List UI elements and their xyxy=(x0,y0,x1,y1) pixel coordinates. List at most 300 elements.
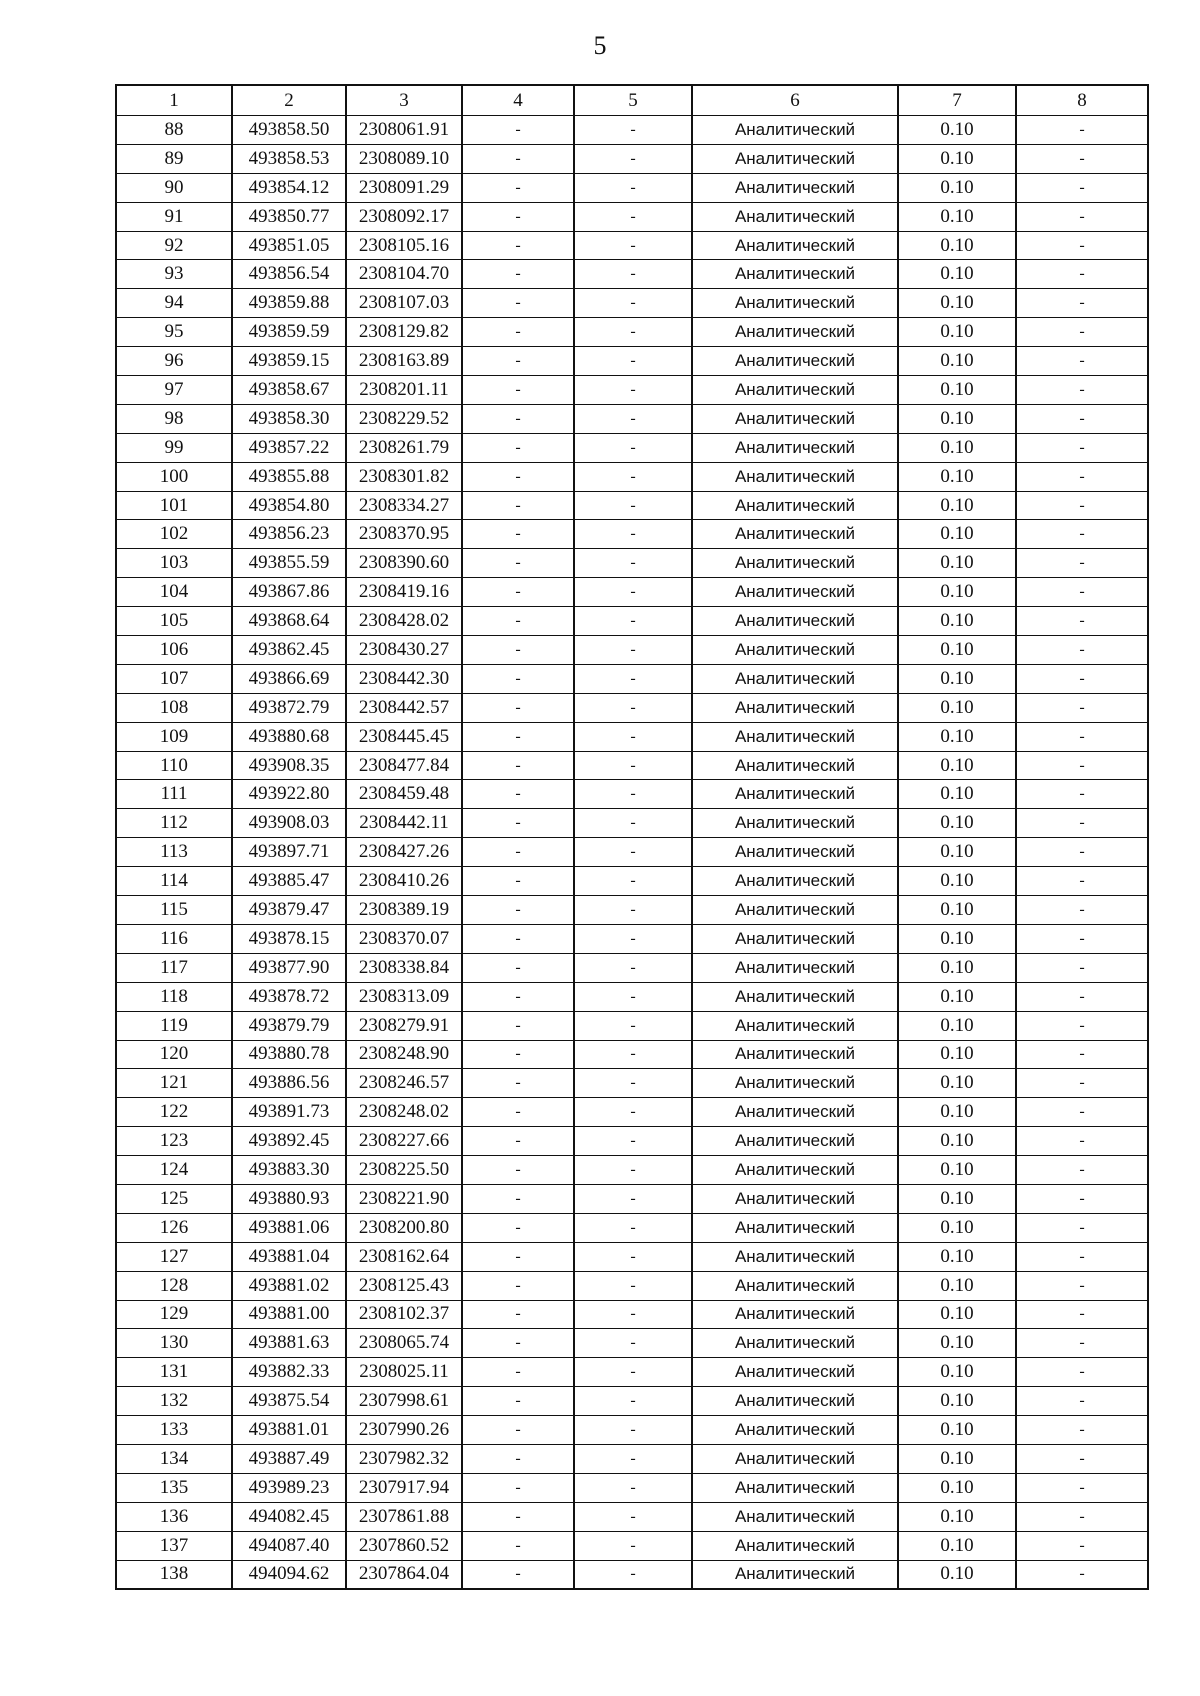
method-cell: Аналитический xyxy=(692,809,898,838)
point-number-cell: 116 xyxy=(116,924,232,953)
y-coordinate-cell: 2308089.10 xyxy=(346,144,462,173)
point-number-cell: 135 xyxy=(116,1473,232,1502)
y-coordinate-cell: 2307998.61 xyxy=(346,1387,462,1416)
point-number-cell: 126 xyxy=(116,1213,232,1242)
column-5-cell: - xyxy=(574,1011,692,1040)
accuracy-cell: 0.10 xyxy=(898,549,1016,578)
accuracy-cell: 0.10 xyxy=(898,173,1016,202)
column-header: 7 xyxy=(898,85,1016,116)
method-cell: Аналитический xyxy=(692,578,898,607)
point-number-cell: 90 xyxy=(116,173,232,202)
method-cell: Аналитический xyxy=(692,347,898,376)
x-coordinate-cell: 493897.71 xyxy=(232,838,346,867)
x-coordinate-cell: 493882.33 xyxy=(232,1358,346,1387)
method-cell: Аналитический xyxy=(692,1358,898,1387)
column-4-cell: - xyxy=(462,1127,574,1156)
y-coordinate-cell: 2308225.50 xyxy=(346,1156,462,1185)
method-cell: Аналитический xyxy=(692,1213,898,1242)
x-coordinate-cell: 493881.02 xyxy=(232,1271,346,1300)
method-cell: Аналитический xyxy=(692,780,898,809)
column-4-cell: - xyxy=(462,231,574,260)
column-5-cell: - xyxy=(574,1416,692,1445)
column-8-cell: - xyxy=(1016,318,1148,347)
x-coordinate-cell: 493885.47 xyxy=(232,867,346,896)
method-cell: Аналитический xyxy=(692,867,898,896)
column-8-cell: - xyxy=(1016,116,1148,145)
method-cell: Аналитический xyxy=(692,1271,898,1300)
column-5-cell: - xyxy=(574,202,692,231)
column-5-cell: - xyxy=(574,751,692,780)
y-coordinate-cell: 2308442.57 xyxy=(346,693,462,722)
column-8-cell: - xyxy=(1016,347,1148,376)
y-coordinate-cell: 2308442.11 xyxy=(346,809,462,838)
column-8-cell: - xyxy=(1016,376,1148,405)
x-coordinate-cell: 493878.15 xyxy=(232,924,346,953)
table-body xyxy=(116,116,1148,1590)
column-4-cell: - xyxy=(462,636,574,665)
column-4-cell: - xyxy=(462,1560,574,1589)
column-header: 1 xyxy=(116,85,232,116)
y-coordinate-cell: 2308334.27 xyxy=(346,491,462,520)
table-row xyxy=(116,173,1148,202)
column-5-cell: - xyxy=(574,404,692,433)
point-number-cell: 130 xyxy=(116,1329,232,1358)
accuracy-cell: 0.10 xyxy=(898,231,1016,260)
x-coordinate-cell: 493881.01 xyxy=(232,1416,346,1445)
x-coordinate-cell: 493881.04 xyxy=(232,1242,346,1271)
x-coordinate-cell: 493879.47 xyxy=(232,896,346,925)
table-row xyxy=(116,202,1148,231)
x-coordinate-cell: 493858.53 xyxy=(232,144,346,173)
accuracy-cell: 0.10 xyxy=(898,578,1016,607)
x-coordinate-cell: 493881.06 xyxy=(232,1213,346,1242)
point-number-cell: 127 xyxy=(116,1242,232,1271)
accuracy-cell: 0.10 xyxy=(898,520,1016,549)
point-number-cell: 91 xyxy=(116,202,232,231)
column-5-cell: - xyxy=(574,1358,692,1387)
column-4-cell: - xyxy=(462,838,574,867)
column-4-cell: - xyxy=(462,116,574,145)
accuracy-cell: 0.10 xyxy=(898,1184,1016,1213)
column-8-cell: - xyxy=(1016,693,1148,722)
column-4-cell: - xyxy=(462,1358,574,1387)
table-row xyxy=(116,1387,1148,1416)
column-4-cell: - xyxy=(462,1473,574,1502)
method-cell: Аналитический xyxy=(692,1242,898,1271)
column-4-cell: - xyxy=(462,1387,574,1416)
table-row xyxy=(116,1502,1148,1531)
accuracy-cell: 0.10 xyxy=(898,1416,1016,1445)
y-coordinate-cell: 2308428.02 xyxy=(346,607,462,636)
point-number-cell: 136 xyxy=(116,1502,232,1531)
method-cell: Аналитический xyxy=(692,1387,898,1416)
x-coordinate-cell: 493855.88 xyxy=(232,462,346,491)
accuracy-cell: 0.10 xyxy=(898,318,1016,347)
y-coordinate-cell: 2308025.11 xyxy=(346,1358,462,1387)
point-number-cell: 100 xyxy=(116,462,232,491)
table-row xyxy=(116,1040,1148,1069)
page-number: 5 xyxy=(593,31,607,60)
method-cell: Аналитический xyxy=(692,260,898,289)
column-4-cell: - xyxy=(462,1040,574,1069)
x-coordinate-cell: 493886.56 xyxy=(232,1069,346,1098)
column-8-cell: - xyxy=(1016,636,1148,665)
table-row xyxy=(116,1473,1148,1502)
column-header: 6 xyxy=(692,85,898,116)
coordinates-table xyxy=(115,84,1149,1590)
table-row xyxy=(116,1416,1148,1445)
method-cell: Аналитический xyxy=(692,404,898,433)
accuracy-cell: 0.10 xyxy=(898,982,1016,1011)
column-5-cell: - xyxy=(574,1127,692,1156)
method-cell: Аналитический xyxy=(692,231,898,260)
table-row xyxy=(116,1184,1148,1213)
table-row xyxy=(116,896,1148,925)
column-8-cell: - xyxy=(1016,1329,1148,1358)
column-header: 5 xyxy=(574,85,692,116)
accuracy-cell: 0.10 xyxy=(898,1358,1016,1387)
column-5-cell: - xyxy=(574,982,692,1011)
column-4-cell: - xyxy=(462,1011,574,1040)
point-number-cell: 92 xyxy=(116,231,232,260)
method-cell: Аналитический xyxy=(692,1011,898,1040)
accuracy-cell: 0.10 xyxy=(898,1156,1016,1185)
column-8-cell: - xyxy=(1016,144,1148,173)
table-row xyxy=(116,116,1148,145)
column-4-cell: - xyxy=(462,1329,574,1358)
column-8-cell: - xyxy=(1016,896,1148,925)
method-cell: Аналитический xyxy=(692,549,898,578)
column-8-cell: - xyxy=(1016,1531,1148,1560)
x-coordinate-cell: 493866.69 xyxy=(232,664,346,693)
column-4-cell: - xyxy=(462,1416,574,1445)
table-row xyxy=(116,722,1148,751)
y-coordinate-cell: 2308091.29 xyxy=(346,173,462,202)
x-coordinate-cell: 493857.22 xyxy=(232,433,346,462)
column-4-cell: - xyxy=(462,433,574,462)
column-8-cell: - xyxy=(1016,578,1148,607)
table-row xyxy=(116,578,1148,607)
method-cell: Аналитический xyxy=(692,1069,898,1098)
column-5-cell: - xyxy=(574,1271,692,1300)
x-coordinate-cell: 493858.50 xyxy=(232,116,346,145)
x-coordinate-cell: 493908.03 xyxy=(232,809,346,838)
column-4-cell: - xyxy=(462,289,574,318)
table-row xyxy=(116,376,1148,405)
column-4-cell: - xyxy=(462,318,574,347)
column-5-cell: - xyxy=(574,1069,692,1098)
x-coordinate-cell: 493856.54 xyxy=(232,260,346,289)
point-number-cell: 123 xyxy=(116,1127,232,1156)
column-8-cell: - xyxy=(1016,1040,1148,1069)
column-4-cell: - xyxy=(462,404,574,433)
column-8-cell: - xyxy=(1016,1387,1148,1416)
column-8-cell: - xyxy=(1016,1271,1148,1300)
column-8-cell: - xyxy=(1016,1416,1148,1445)
column-8-cell: - xyxy=(1016,1156,1148,1185)
x-coordinate-cell: 493878.72 xyxy=(232,982,346,1011)
method-cell: Аналитический xyxy=(692,693,898,722)
method-cell: Аналитический xyxy=(692,1416,898,1445)
point-number-cell: 109 xyxy=(116,722,232,751)
y-coordinate-cell: 2308246.57 xyxy=(346,1069,462,1098)
method-cell: Аналитический xyxy=(692,1184,898,1213)
y-coordinate-cell: 2308107.03 xyxy=(346,289,462,318)
column-5-cell: - xyxy=(574,144,692,173)
column-8-cell: - xyxy=(1016,1011,1148,1040)
accuracy-cell: 0.10 xyxy=(898,722,1016,751)
point-number-cell: 106 xyxy=(116,636,232,665)
point-number-cell: 108 xyxy=(116,693,232,722)
table-row xyxy=(116,867,1148,896)
table-row xyxy=(116,809,1148,838)
column-4-cell: - xyxy=(462,896,574,925)
table-row xyxy=(116,462,1148,491)
point-number-cell: 119 xyxy=(116,1011,232,1040)
column-8-cell: - xyxy=(1016,260,1148,289)
accuracy-cell: 0.10 xyxy=(898,289,1016,318)
column-8-cell: - xyxy=(1016,809,1148,838)
method-cell: Аналитический xyxy=(692,636,898,665)
accuracy-cell: 0.10 xyxy=(898,1242,1016,1271)
x-coordinate-cell: 493881.63 xyxy=(232,1329,346,1358)
column-4-cell: - xyxy=(462,1069,574,1098)
column-5-cell: - xyxy=(574,578,692,607)
x-coordinate-cell: 493854.12 xyxy=(232,173,346,202)
y-coordinate-cell: 2308221.90 xyxy=(346,1184,462,1213)
column-4-cell: - xyxy=(462,867,574,896)
column-5-cell: - xyxy=(574,607,692,636)
column-header: 2 xyxy=(232,85,346,116)
column-4-cell: - xyxy=(462,144,574,173)
y-coordinate-cell: 2308129.82 xyxy=(346,318,462,347)
x-coordinate-cell: 493880.93 xyxy=(232,1184,346,1213)
x-coordinate-cell: 493881.00 xyxy=(232,1300,346,1329)
header-row xyxy=(116,85,1148,116)
accuracy-cell: 0.10 xyxy=(898,260,1016,289)
column-8-cell: - xyxy=(1016,1473,1148,1502)
point-number-cell: 117 xyxy=(116,953,232,982)
column-8-cell: - xyxy=(1016,1358,1148,1387)
column-5-cell: - xyxy=(574,1473,692,1502)
x-coordinate-cell: 493868.64 xyxy=(232,607,346,636)
method-cell: Аналитический xyxy=(692,751,898,780)
column-4-cell: - xyxy=(462,376,574,405)
y-coordinate-cell: 2308104.70 xyxy=(346,260,462,289)
column-4-cell: - xyxy=(462,924,574,953)
method-cell: Аналитический xyxy=(692,1127,898,1156)
point-number-cell: 128 xyxy=(116,1271,232,1300)
column-5-cell: - xyxy=(574,693,692,722)
x-coordinate-cell: 493891.73 xyxy=(232,1098,346,1127)
column-5-cell: - xyxy=(574,462,692,491)
column-5-cell: - xyxy=(574,549,692,578)
x-coordinate-cell: 493867.86 xyxy=(232,578,346,607)
column-5-cell: - xyxy=(574,722,692,751)
y-coordinate-cell: 2308477.84 xyxy=(346,751,462,780)
accuracy-cell: 0.10 xyxy=(898,1502,1016,1531)
method-cell: Аналитический xyxy=(692,1560,898,1589)
column-4-cell: - xyxy=(462,1531,574,1560)
column-4-cell: - xyxy=(462,1271,574,1300)
accuracy-cell: 0.10 xyxy=(898,809,1016,838)
accuracy-cell: 0.10 xyxy=(898,607,1016,636)
table-row xyxy=(116,549,1148,578)
table-row xyxy=(116,1300,1148,1329)
y-coordinate-cell: 2307861.88 xyxy=(346,1502,462,1531)
column-8-cell: - xyxy=(1016,1502,1148,1531)
column-4-cell: - xyxy=(462,1300,574,1329)
column-4-cell: - xyxy=(462,462,574,491)
point-number-cell: 111 xyxy=(116,780,232,809)
y-coordinate-cell: 2308370.95 xyxy=(346,520,462,549)
point-number-cell: 121 xyxy=(116,1069,232,1098)
column-5-cell: - xyxy=(574,1329,692,1358)
method-cell: Аналитический xyxy=(692,1098,898,1127)
column-8-cell: - xyxy=(1016,491,1148,520)
table-row xyxy=(116,693,1148,722)
column-5-cell: - xyxy=(574,520,692,549)
y-coordinate-cell: 2308248.90 xyxy=(346,1040,462,1069)
table-row xyxy=(116,780,1148,809)
table-row xyxy=(116,1271,1148,1300)
y-coordinate-cell: 2308390.60 xyxy=(346,549,462,578)
method-cell: Аналитический xyxy=(692,896,898,925)
column-8-cell: - xyxy=(1016,520,1148,549)
point-number-cell: 125 xyxy=(116,1184,232,1213)
accuracy-cell: 0.10 xyxy=(898,636,1016,665)
x-coordinate-cell: 493892.45 xyxy=(232,1127,346,1156)
x-coordinate-cell: 493856.23 xyxy=(232,520,346,549)
method-cell: Аналитический xyxy=(692,953,898,982)
column-5-cell: - xyxy=(574,1444,692,1473)
table-row xyxy=(116,953,1148,982)
x-coordinate-cell: 493880.78 xyxy=(232,1040,346,1069)
column-5-cell: - xyxy=(574,491,692,520)
y-coordinate-cell: 2308061.91 xyxy=(346,116,462,145)
column-4-cell: - xyxy=(462,953,574,982)
accuracy-cell: 0.10 xyxy=(898,953,1016,982)
y-coordinate-cell: 2307860.52 xyxy=(346,1531,462,1560)
column-4-cell: - xyxy=(462,1444,574,1473)
column-4-cell: - xyxy=(462,780,574,809)
method-cell: Аналитический xyxy=(692,433,898,462)
point-number-cell: 101 xyxy=(116,491,232,520)
point-number-cell: 124 xyxy=(116,1156,232,1185)
point-number-cell: 95 xyxy=(116,318,232,347)
x-coordinate-cell: 493877.90 xyxy=(232,953,346,982)
point-number-cell: 105 xyxy=(116,607,232,636)
table-row xyxy=(116,318,1148,347)
point-number-cell: 93 xyxy=(116,260,232,289)
y-coordinate-cell: 2308102.37 xyxy=(346,1300,462,1329)
y-coordinate-cell: 2308419.16 xyxy=(346,578,462,607)
column-5-cell: - xyxy=(574,896,692,925)
accuracy-cell: 0.10 xyxy=(898,867,1016,896)
y-coordinate-cell: 2308163.89 xyxy=(346,347,462,376)
column-8-cell: - xyxy=(1016,664,1148,693)
point-number-cell: 102 xyxy=(116,520,232,549)
y-coordinate-cell: 2308301.82 xyxy=(346,462,462,491)
table-row xyxy=(116,1127,1148,1156)
accuracy-cell: 0.10 xyxy=(898,1531,1016,1560)
x-coordinate-cell: 493875.54 xyxy=(232,1387,346,1416)
column-5-cell: - xyxy=(574,924,692,953)
accuracy-cell: 0.10 xyxy=(898,491,1016,520)
column-4-cell: - xyxy=(462,1213,574,1242)
column-5-cell: - xyxy=(574,433,692,462)
accuracy-cell: 0.10 xyxy=(898,1560,1016,1589)
column-4-cell: - xyxy=(462,751,574,780)
point-number-cell: 97 xyxy=(116,376,232,405)
y-coordinate-cell: 2308261.79 xyxy=(346,433,462,462)
y-coordinate-cell: 2308248.02 xyxy=(346,1098,462,1127)
column-5-cell: - xyxy=(574,1502,692,1531)
point-number-cell: 118 xyxy=(116,982,232,1011)
method-cell: Аналитический xyxy=(692,116,898,145)
point-number-cell: 132 xyxy=(116,1387,232,1416)
accuracy-cell: 0.10 xyxy=(898,924,1016,953)
table-row xyxy=(116,982,1148,1011)
column-4-cell: - xyxy=(462,693,574,722)
y-coordinate-cell: 2308427.26 xyxy=(346,838,462,867)
method-cell: Аналитический xyxy=(692,376,898,405)
point-number-cell: 137 xyxy=(116,1531,232,1560)
column-4-cell: - xyxy=(462,1242,574,1271)
column-5-cell: - xyxy=(574,231,692,260)
point-number-cell: 122 xyxy=(116,1098,232,1127)
x-coordinate-cell: 493859.88 xyxy=(232,289,346,318)
column-8-cell: - xyxy=(1016,953,1148,982)
column-4-cell: - xyxy=(462,722,574,751)
x-coordinate-cell: 493872.79 xyxy=(232,693,346,722)
x-coordinate-cell: 493879.79 xyxy=(232,1011,346,1040)
y-coordinate-cell: 2308370.07 xyxy=(346,924,462,953)
point-number-cell: 103 xyxy=(116,549,232,578)
point-number-cell: 96 xyxy=(116,347,232,376)
method-cell: Аналитический xyxy=(692,491,898,520)
y-coordinate-cell: 2307864.04 xyxy=(346,1560,462,1589)
table-row xyxy=(116,1098,1148,1127)
y-coordinate-cell: 2308389.19 xyxy=(346,896,462,925)
column-5-cell: - xyxy=(574,1531,692,1560)
accuracy-cell: 0.10 xyxy=(898,462,1016,491)
accuracy-cell: 0.10 xyxy=(898,780,1016,809)
accuracy-cell: 0.10 xyxy=(898,1271,1016,1300)
column-5-cell: - xyxy=(574,1242,692,1271)
column-8-cell: - xyxy=(1016,1184,1148,1213)
column-4-cell: - xyxy=(462,809,574,838)
accuracy-cell: 0.10 xyxy=(898,347,1016,376)
column-8-cell: - xyxy=(1016,1098,1148,1127)
table-row xyxy=(116,520,1148,549)
point-number-cell: 120 xyxy=(116,1040,232,1069)
y-coordinate-cell: 2308162.64 xyxy=(346,1242,462,1271)
column-header: 3 xyxy=(346,85,462,116)
table-row xyxy=(116,1531,1148,1560)
y-coordinate-cell: 2308229.52 xyxy=(346,404,462,433)
column-4-cell: - xyxy=(462,202,574,231)
point-number-cell: 107 xyxy=(116,664,232,693)
y-coordinate-cell: 2308201.11 xyxy=(346,376,462,405)
x-coordinate-cell: 494087.40 xyxy=(232,1531,346,1560)
column-5-cell: - xyxy=(574,1387,692,1416)
y-coordinate-cell: 2308442.30 xyxy=(346,664,462,693)
x-coordinate-cell: 493887.49 xyxy=(232,1444,346,1473)
x-coordinate-cell: 493859.59 xyxy=(232,318,346,347)
column-5-cell: - xyxy=(574,1098,692,1127)
column-8-cell: - xyxy=(1016,780,1148,809)
